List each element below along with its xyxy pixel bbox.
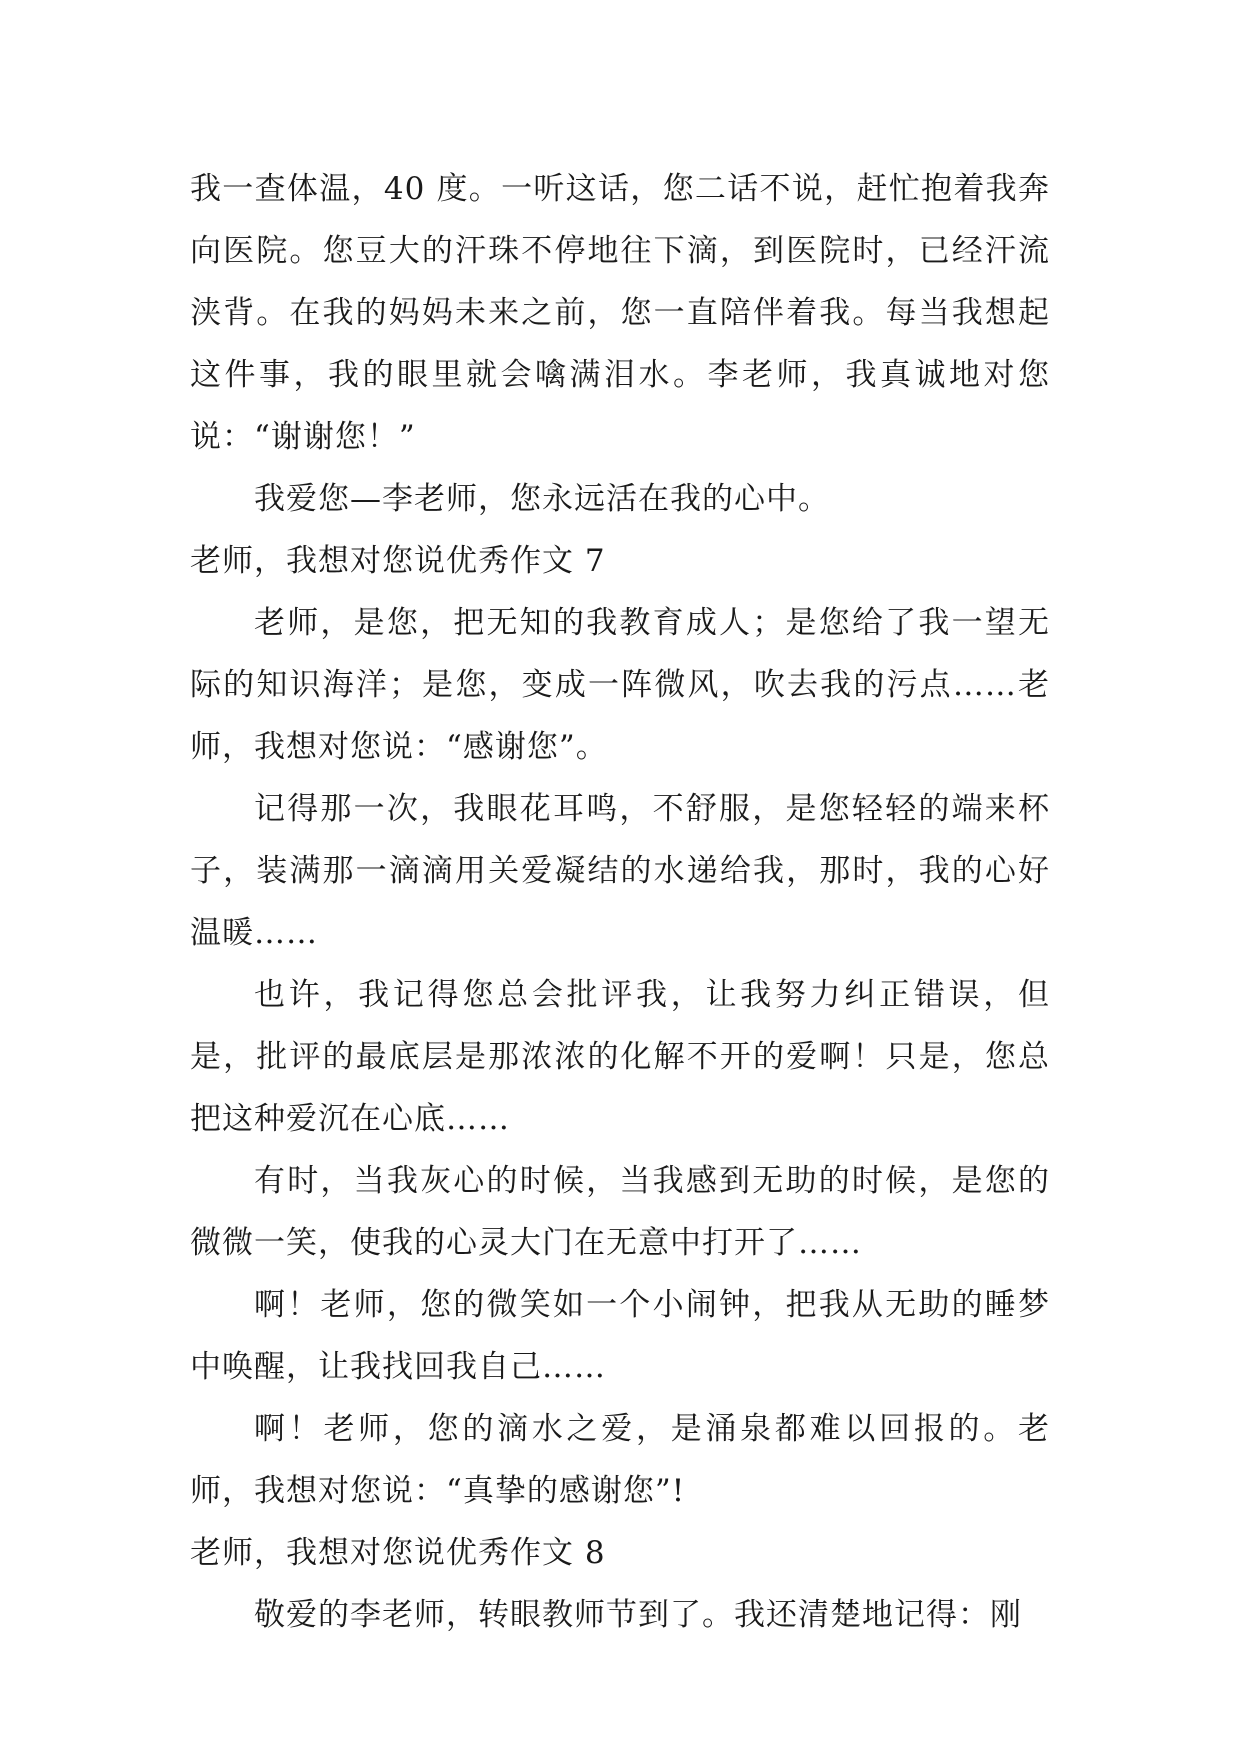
paragraph-7: 啊！老师，您的微笑如一个小闹钟，把我从无助的睡梦中唤醒，让我找回我自己…… xyxy=(190,1287,1050,1385)
paragraph-3: 老师，是您，把无知的我教育成人；是您给了我一望无际的知识海洋；是您，变成一阵微风，吹去我的污点……老师，我想对您说：“感谢您”。 xyxy=(190,605,1050,765)
paragraph-4: 记得那一次，我眼花耳鸣，不舒服，是您轻轻的端来杯子，装满那一滴滴用关爱凝结的水递给我，那时，我的心好温暖…… xyxy=(190,791,1050,951)
paragraph-9: 敬爱的李老师，转眼教师节到了。我还清楚地记得：刚 xyxy=(254,1597,1022,1633)
document-body xyxy=(190,158,1050,1646)
paragraph-2: 我爱您—李老师，您永远活在我的心中。 xyxy=(254,481,830,517)
paragraph-6: 有时，当我灰心的时候，当我感到无助的时候，是您的微微一笑，使我的心灵大门在无意中打开了…… xyxy=(190,1163,1050,1261)
paragraph-5: 也许，我记得您总会批评我，让我努力纠正错误，但是，批评的最底层是那浓浓的化解不开的爱啊！只是，您总把这种爱沉在心底…… xyxy=(190,977,1050,1137)
section-heading-8: 老师，我想对您说优秀作文 8 xyxy=(190,1535,606,1571)
section-heading-7: 老师，我想对您说优秀作文 7 xyxy=(190,543,606,579)
paragraph-8: 啊！老师，您的滴水之爱，是涌泉都难以回报的。老师，我想对您说：“真挚的感谢您”! xyxy=(190,1411,1050,1509)
paragraph-1: 我一查体温，40 度。一听这话，您二话不说，赶忙抱着我奔向医院。您豆大的汗珠不停地往下滴，到医院时，已经汗流浃背。在我的妈妈未来之前，您一直陪伴着我。每当我想起这件事，我的眼里就会噙满泪水。李老师，我真诚地对您说：“谢谢您！” xyxy=(190,171,1050,455)
